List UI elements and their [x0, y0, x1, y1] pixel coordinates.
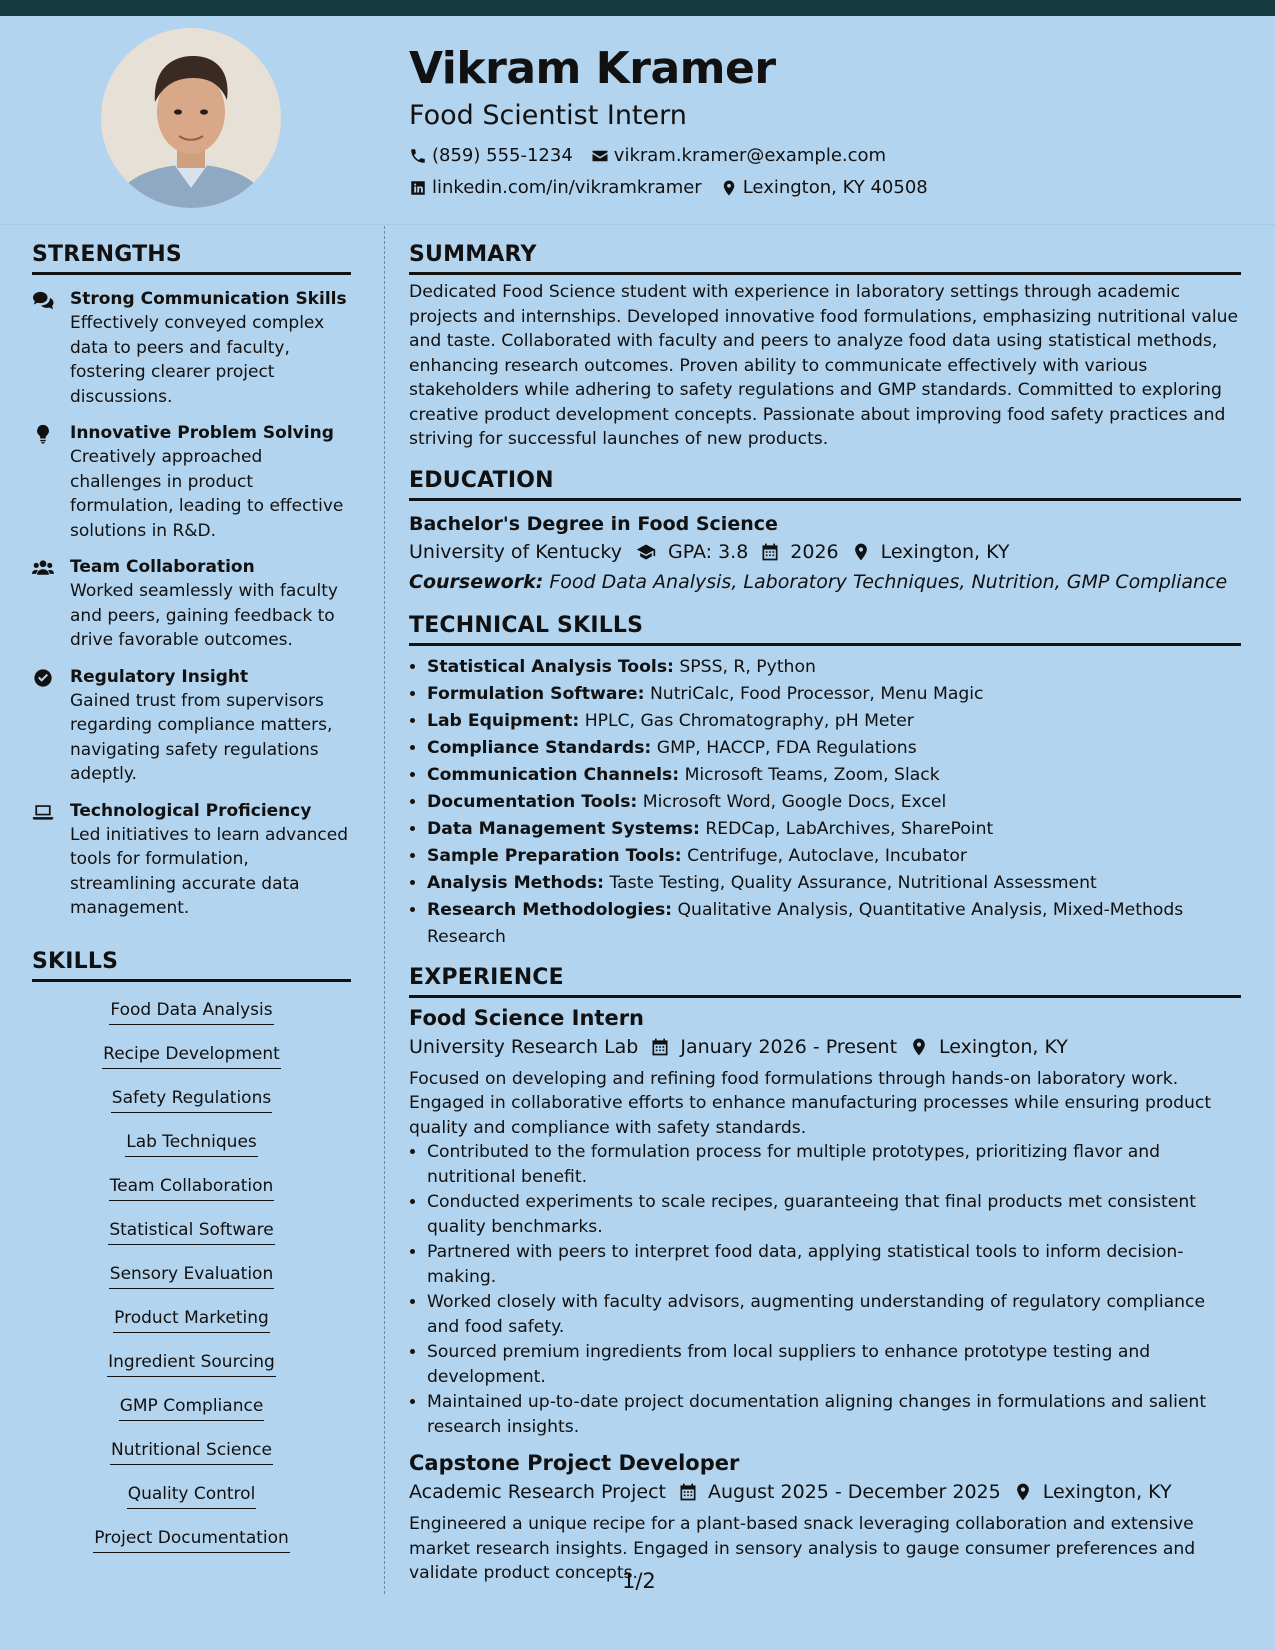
graduation-year: 2026: [790, 540, 839, 563]
skills-list: [32, 992, 351, 1564]
job-summary: Engineered a unique recipe for a plant-based snack leveraging collaboration and extensive market research insights. Engaged in sensory analysis to gauge consumer preferences and validate product concepts.: [409, 1514, 1196, 1583]
skill-tag: Food Data Analysis: [109, 998, 273, 1025]
right-column: [409, 240, 1241, 1586]
list-item: • Sourced premium ingredients from local suppliers to enhance prototype testing and development.: [427, 1340, 1241, 1389]
skill-tag: Team Collaboration: [109, 1174, 275, 1201]
lightbulb-icon: [32, 424, 54, 444]
skill-value: Qualitative Analysis, Quantitative Analysis, Mixed-Methods Research: [427, 899, 1184, 947]
list-item: [427, 735, 1241, 762]
job-meta: [409, 1477, 1241, 1507]
summary-heading: SUMMARY: [409, 240, 1241, 275]
graduation-cap-icon: [634, 542, 658, 562]
skill-value: GMP, HACCP, FDA Regulations: [656, 737, 917, 758]
strength-title: Team Collaboration: [70, 557, 255, 577]
phone-text: (859) 555-1234: [432, 145, 573, 166]
job-org: Academic Research Project: [409, 1481, 666, 1503]
list-item: [427, 897, 1241, 951]
calendar-icon: [678, 1482, 698, 1502]
strength-desc: Gained trust from supervisors regarding compliance matters, navigating safety regulations adeptly.: [70, 690, 333, 784]
job-meta: [409, 1032, 1241, 1062]
list-item: [427, 789, 1241, 816]
location-text: Lexington, KY 40508: [742, 177, 928, 198]
header-divider: [0, 224, 1275, 225]
job-bullets: [409, 1140, 1241, 1439]
skills-heading: SKILLS: [32, 947, 351, 982]
phone[interactable]: [409, 140, 573, 172]
skill-label: Analysis Methods:: [427, 872, 604, 893]
degree: Bachelor's Degree in Food Science: [409, 512, 778, 535]
skill-tag: Nutritional Science: [110, 1438, 273, 1465]
strength-desc: Creatively approached challenges in product formulation, leading to effective solutions in R&D.: [70, 447, 344, 541]
contact-row-1: [409, 140, 1229, 172]
strength-item: [32, 287, 351, 409]
experience-heading: EXPERIENCE: [409, 963, 1241, 998]
job-summary: Focused on developing and refining food formulations through hands-on laboratory work. Engaged in collaborative efforts to enhance manufacturing processes while ensuring product quality and compliance with safety standards.: [409, 1068, 1212, 1138]
strength-title: Strong Communication Skills: [70, 289, 347, 309]
coursework-text: Food Data Analysis, Laboratory Techniques, Nutrition, GMP Compliance: [549, 570, 1228, 593]
list-item: [427, 843, 1241, 870]
skill-label: Documentation Tools:: [427, 791, 638, 812]
list-item: • Worked closely with faculty advisors, augmenting understanding of regulatory compliance and food safety.: [427, 1290, 1241, 1339]
map-pin-icon: [1013, 1482, 1033, 1502]
strength-desc: Worked seamlessly with faculty and peers, gaining feedback to drive favorable outcomes.: [70, 581, 338, 650]
education-meta: [409, 537, 1241, 567]
technical-skills-list: [409, 654, 1241, 951]
skill-tag: GMP Compliance: [119, 1394, 265, 1421]
technical-skills-heading: TECHNICAL SKILLS: [409, 611, 1241, 646]
left-column: [32, 240, 351, 1564]
strength-item: [32, 421, 351, 543]
skill-value: HPLC, Gas Chromatography, pH Meter: [584, 710, 914, 731]
skill-label: Compliance Standards:: [427, 737, 652, 758]
skill-label: Data Management Systems:: [427, 818, 700, 839]
skill-value: Microsoft Teams, Zoom, Slack: [684, 764, 940, 785]
list-item: [427, 681, 1241, 708]
page-number: 1/2: [622, 1569, 656, 1593]
skill-value: REDCap, LabArchives, SharePoint: [705, 818, 994, 839]
skill-label: Formulation Software:: [427, 683, 645, 704]
strength-item: [32, 799, 351, 921]
job-title: Food Science Intern: [409, 1005, 645, 1030]
strength-desc: Effectively conveyed complex data to peers and faculty, fostering clearer project discussions.: [70, 313, 325, 407]
map-pin-icon: [909, 1037, 929, 1057]
skill-value: Microsoft Word, Google Docs, Excel: [642, 791, 947, 812]
list-item: [427, 816, 1241, 843]
check-circle-icon: [32, 668, 54, 688]
list-item: • Conducted experiments to scale recipes, guaranteeing that final products met consistent quality benchmarks.: [427, 1190, 1241, 1239]
email-text: vikram.kramer@example.com: [613, 145, 887, 166]
top-bar: [0, 0, 1275, 16]
skill-value: NutriCalc, Food Processor, Menu Magic: [649, 683, 984, 704]
map-pin-icon: [720, 179, 738, 197]
skill-tag: Quality Control: [127, 1482, 257, 1509]
email[interactable]: [591, 140, 886, 172]
skill-tag: Lab Techniques: [125, 1130, 258, 1157]
job-dates: January 2026 - Present: [680, 1035, 898, 1058]
location: [720, 172, 928, 204]
education-heading: EDUCATION: [409, 466, 1241, 501]
skill-value: Centrifuge, Autoclave, Incubator: [687, 845, 967, 866]
list-item: [427, 762, 1241, 789]
calendar-icon: [760, 542, 780, 562]
list-item: • Partnered with peers to interpret food data, applying statistical tools to inform decision-making.: [427, 1240, 1241, 1289]
coursework-label: Coursework:: [409, 570, 544, 593]
skill-label: Lab Equipment:: [427, 710, 580, 731]
school-name: University of Kentucky: [409, 540, 622, 563]
job-location: Lexington, KY: [939, 1035, 1068, 1058]
skill-tag: Ingredient Sourcing: [107, 1350, 276, 1377]
skill-label: Statistical Analysis Tools:: [427, 656, 674, 677]
education-location: Lexington, KY: [880, 540, 1010, 563]
strengths-heading: STRENGTHS: [32, 240, 351, 275]
list-item: • Contributed to the formulation process for multiple prototypes, prioritizing flavor and nutritional benefit.: [427, 1140, 1241, 1189]
job-title: Food Scientist Intern: [409, 100, 687, 131]
job-org: University Research Lab: [409, 1035, 639, 1058]
strength-desc: Led initiatives to learn advanced tools for formulation, streamlining accurate data management.: [70, 824, 349, 918]
phone-icon: [409, 147, 427, 165]
skill-tag: Recipe Development: [102, 1042, 281, 1069]
strength-title: Innovative Problem Solving: [70, 423, 334, 443]
summary-text: Dedicated Food Science student with experience in laboratory settings through academic projects and internships. Developed innovative food formulations, emphasizing nutritional value and taste. Collaborated with faculty and peers to analyze food data using statistical methods, enhancing research outcomes. Proven ability to communicate effectively with various stakeholders while adhering to safety regulations and GMP standards. Committed to exploring creative product development concepts. Passionate about improving food safety practices and striving for successful launches of new products.: [409, 282, 1239, 449]
candidate-name: Vikram Kramer: [409, 43, 776, 94]
job-location: Lexington, KY: [1042, 1481, 1172, 1503]
envelope-icon: [591, 147, 609, 165]
skill-tag: Statistical Software: [108, 1218, 274, 1245]
job-title: Capstone Project Developer: [409, 1451, 740, 1475]
profile-photo: [101, 28, 281, 208]
contact-row-2: [409, 172, 1229, 204]
users-icon: [32, 558, 54, 578]
skill-label: Sample Preparation Tools:: [427, 845, 682, 866]
linkedin-icon: [409, 179, 427, 197]
skill-tag: Product Marketing: [113, 1306, 270, 1333]
header: [409, 38, 1229, 204]
job-dates: August 2025 - December 2025: [707, 1481, 1001, 1503]
strength-item: [32, 665, 351, 787]
strength-title: Regulatory Insight: [70, 666, 249, 687]
gpa: GPA: 3.8: [668, 540, 749, 563]
skill-value: SPSS, R, Python: [679, 656, 816, 677]
skill-label: Research Methodologies:: [427, 899, 673, 920]
strength-item: [32, 555, 351, 653]
column-divider: [384, 226, 385, 1594]
list-item: [427, 870, 1241, 897]
calendar-icon: [650, 1037, 670, 1057]
comments-icon: [32, 290, 54, 310]
strength-title: Technological Proficiency: [70, 800, 312, 821]
skill-tag: Sensory Evaluation: [109, 1262, 274, 1289]
laptop-icon: [32, 802, 54, 822]
list-item: [427, 654, 1241, 681]
skill-tag: Safety Regulations: [111, 1086, 272, 1113]
linkedin[interactable]: [409, 172, 702, 204]
linkedin-text: linkedin.com/in/vikramkramer: [432, 177, 702, 198]
coursework: [409, 567, 1241, 597]
list-item: • Maintained up-to-date project documentation aligning changes in formulations and salient research insights.: [427, 1390, 1241, 1439]
map-pin-icon: [851, 542, 871, 562]
skill-label: Communication Channels:: [427, 764, 680, 785]
skill-value: Taste Testing, Quality Assurance, Nutritional Assessment: [609, 872, 1097, 893]
list-item: [427, 708, 1241, 735]
skill-tag: Project Documentation: [93, 1526, 290, 1553]
